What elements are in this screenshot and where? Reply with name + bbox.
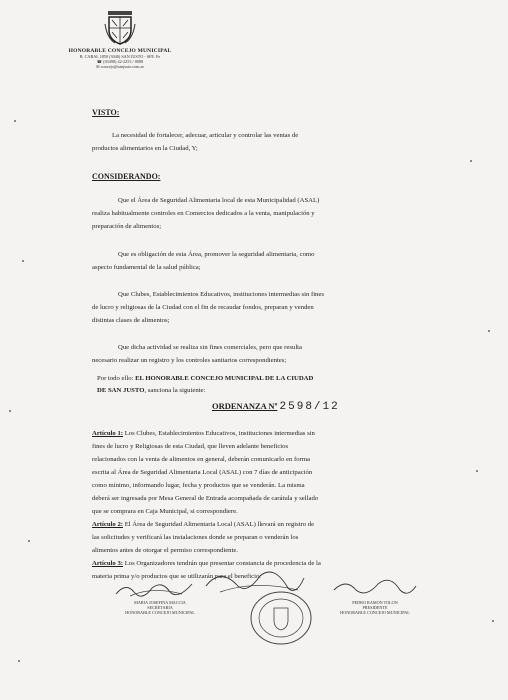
signer-left-role: SECRETARIA — [147, 605, 173, 610]
official-stamp-seal — [246, 588, 316, 648]
sanciona-line-2 — [97, 385, 417, 397]
scan-speck — [14, 120, 16, 122]
institution-email: ✉ concejo@sanjusto.com.ar — [96, 64, 144, 69]
article-3-label: Artículo 3: — [92, 560, 124, 567]
handwritten-signature-right — [330, 576, 420, 600]
considerando-p1-line-3: preparación de alimentos; — [92, 223, 162, 230]
visto-line-2: productos alimentarios en la Ciudad, Y; — [92, 145, 198, 152]
handwritten-signature-left — [112, 578, 202, 602]
article-2-line-1 — [92, 519, 404, 531]
sanciona-city: DE SAN JUSTO — [97, 387, 145, 394]
scan-speck — [470, 160, 472, 162]
considerando-p3-line-3: distintas clases de alimentos; — [92, 317, 170, 324]
signer-right-name: PEDRO RAMON TOLON — [352, 600, 398, 605]
considerando-p2-line-2: aspecto fundamental de la salud pública; — [92, 264, 201, 271]
article-1-line-4: escrita al Área de Seguridad Alimentaria Local (ASAL) con 7 días de anticipación — [92, 469, 313, 476]
scan-speck — [18, 660, 20, 662]
signature-block-right — [320, 600, 430, 615]
article-1-line-1 — [92, 428, 404, 440]
signature-block-left — [110, 600, 210, 615]
scan-speck — [9, 410, 11, 412]
considerando-p2-line-1: Que es obligación de esta Área, promover la seguridad alimentaria, como — [118, 251, 315, 258]
scan-speck — [476, 470, 478, 472]
visto-heading: VISTO: — [92, 108, 120, 117]
signer-right-org: HONORABLE CONCEJO MUNICIPAL — [340, 610, 410, 615]
considerando-p1-line-2: realiza habitualmente controles en Comercios dedicados a la venta, manipulación y — [92, 210, 315, 217]
article-3-text-1: Los Organizadores tendrán que presentar constancia de procedencia de la — [123, 560, 321, 567]
article-2-text-1: El Área de Seguridad Alimentaria Local (ASAL) llevará un registro de — [123, 521, 315, 528]
ordinance-title — [212, 401, 340, 413]
article-1-line-7: que se comprara en Caja Municipal, si correspondiere. — [92, 508, 238, 515]
scan-speck — [492, 620, 494, 622]
article-1-label: Artículo 1: — [92, 430, 124, 437]
ordinance-label: ORDENANZA Nº — [212, 401, 278, 411]
sanciona-intro: Por todo ello: — [97, 375, 136, 382]
signer-left-org: HONORABLE CONCEJO MUNICIPAL — [125, 610, 195, 615]
coat-of-arms-seal — [103, 10, 137, 46]
signer-right-role: PRESIDENTE — [362, 605, 388, 610]
scan-speck — [28, 540, 30, 542]
article-2-line-2: las solicitudes y verificará las instalaciones donde se preparan o venderán los — [92, 534, 299, 541]
considerando-p3-line-1: Que Clubes, Establecimientos Educativos, instituciones intermedias sin fines — [118, 291, 324, 298]
article-3-line-2: materia prima y/o productos que se utilizarán para el beneficio. — [92, 573, 261, 580]
considerando-p4-line-2: necesario realizar un registro y los controles sanitarios correspondientes; — [92, 357, 287, 364]
article-1-line-5: como mínimo, informando lugar, fecha y productos que se venderán. La misma — [92, 482, 305, 489]
scan-speck — [488, 330, 490, 332]
article-1-line-3: relacionados con la venta de alimentos en general, deberán comunicarlo en forma — [92, 456, 310, 463]
article-1-text-1: Los Clubes, Establecimientos Educativos, instituciones intermedias sin — [123, 430, 315, 437]
institution-address: B. CABAL 1850 (3040) SAN JUSTO - SFE. Fe — [79, 54, 161, 59]
considerando-p3-line-2: de lucro y religiosas de la Ciudad con el fin de recaudar fondos, preparan y venden — [92, 304, 314, 311]
sanciona-body: EL HONORABLE CONCEJO MUNICIPAL DE LA CIUDAD — [135, 375, 314, 382]
sanciona-suffix: , sanciona la siguiente: — [144, 387, 206, 394]
letterhead — [60, 10, 180, 69]
considerando-p4-line-1: Que dicha actividad se realiza sin fines comerciales, pero que resulta — [118, 344, 303, 351]
visto-line-1: La necesidad de fortalecer, adecuar, articular y controlar las ventas de — [112, 132, 299, 139]
ordinance-number: 2598/12 — [279, 401, 340, 413]
institution-phone: ☎ (03498) 42-2253 / 0088 — [96, 59, 144, 64]
signer-left-name: MARIA JOSEFINA MACCIA — [134, 600, 186, 605]
institution-name: HONORABLE CONCEJO MUNICIPAL — [68, 48, 172, 54]
article-1-line-2: fines de lucro y Religiosas de esta Ciudad, que lleven adelante beneficios — [92, 443, 289, 450]
considerando-heading: CONSIDERANDO: — [92, 172, 161, 181]
scan-speck — [22, 260, 24, 262]
considerando-p1-line-1: Que el Área de Seguridad Alimentaria local de esta Municipalidad (ASAL) — [118, 197, 320, 204]
article-1-line-6: deberá ser ingresada por Mesa General de Entrada acompañada de carátula y sellado — [92, 495, 319, 502]
sanciona-line-1 — [97, 373, 417, 385]
article-2-label: Artículo 2: — [92, 521, 124, 528]
article-2-line-3: alimentos antes de otorgar el permiso correspondiente. — [92, 547, 239, 554]
